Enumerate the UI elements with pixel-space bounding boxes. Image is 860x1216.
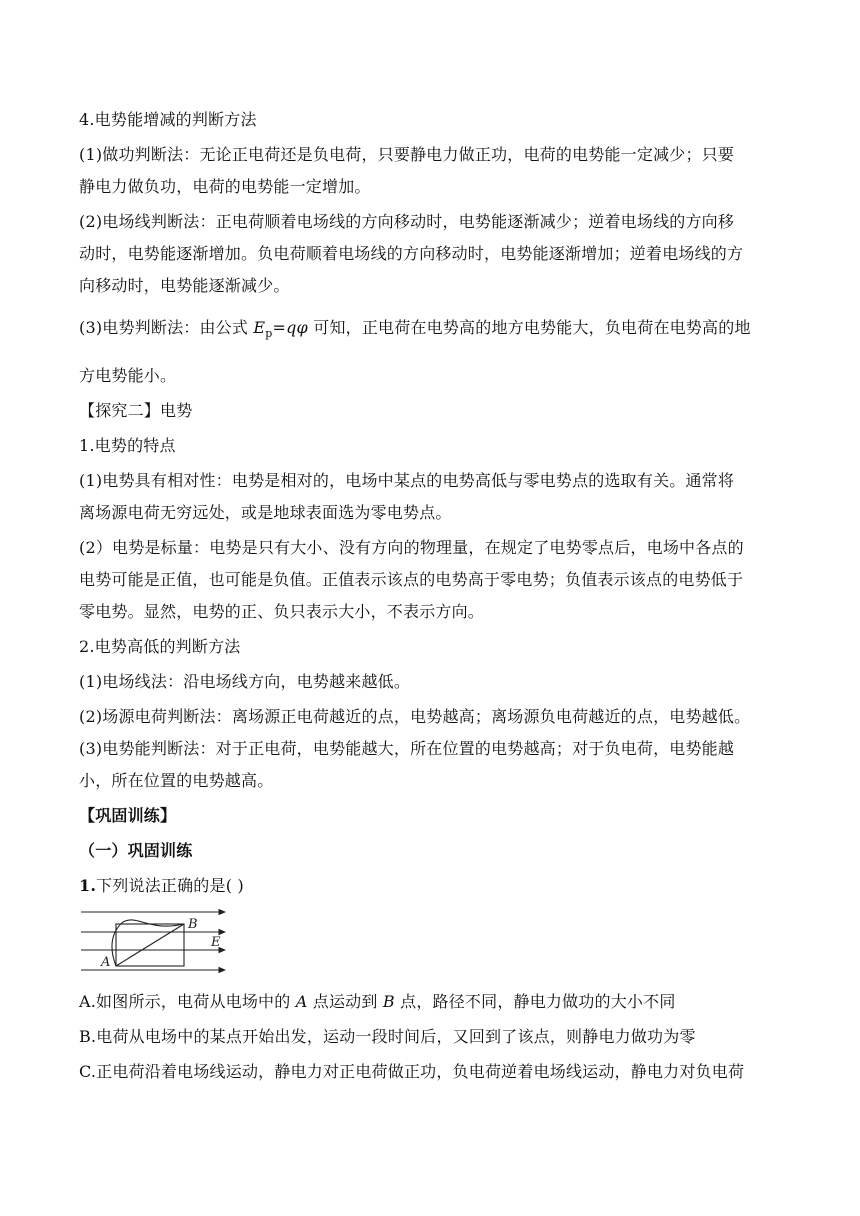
explore-2-subheading-2: 2.电势高低的判断方法 (79, 637, 241, 656)
formula-subscript: p (265, 327, 273, 340)
option-a[interactable] (79, 986, 784, 1018)
option-b[interactable]: B.电荷从电场中的某点开始出发，运动一段时间后，又回到了该点，则静电力做功为零 (79, 1027, 696, 1046)
electric-field-figure (79, 908, 229, 980)
method-source-charge: (2)场源电荷判断法：离场源正电荷越近的点，电势越高；离场源负电荷越近的点，电势越低。 (79, 707, 751, 726)
option-a-suffix: 点，路径不同，静电力做功的大小不同 (394, 992, 676, 1011)
formula-rest: =qφ (272, 318, 308, 337)
method-field-line: (1)电场线法：沿电场线方向，电势越来越低。 (79, 672, 411, 691)
section-4-item-2-line-3: 向移动时，电势能逐渐减少。 (79, 276, 290, 295)
option-a-point-b: B (382, 992, 395, 1011)
section-4-item-3-line-1 (79, 312, 784, 350)
label-b: B (188, 917, 198, 932)
question-number: 1. (79, 876, 97, 895)
item-3-suffix: 可知，正电荷在电势高的地方电势能大，负电荷在电势高的地 (307, 318, 751, 337)
option-c[interactable]: C.正电荷沿着电场线运动，静电力对正电荷做正功，负电荷逆着电场线运动，静电力对负电荷 (79, 1062, 745, 1081)
section-4-item-1-line-2: 静电力做负功，电荷的电势能一定增加。 (79, 177, 371, 196)
training-subtitle: （一）巩固训练 (79, 841, 193, 860)
potential-relativity-line-1: (1)电势具有相对性：电势是相对的，电场中某点的电势高低与零电势点的选取有关。通常将 (79, 471, 735, 490)
question-1 (79, 870, 784, 902)
explore-2-subheading-1: 1.电势的特点 (79, 436, 176, 455)
potential-relativity-line-2: 离场源电荷无穷远处，或是地球表面选为零电势点。 (79, 503, 452, 522)
label-a: A (101, 955, 111, 970)
formula-ep (253, 318, 308, 340)
potential-scalar-line-3: 零电势。显然，电势的正、负只表示大小，不表示方向。 (79, 602, 485, 621)
potential-scalar-line-1: (2）电势是标量：电势是只有大小、没有方向的物理量，在规定了电势零点后，电场中各点的 (79, 538, 744, 557)
section-4-title: 4.电势能增减的判断方法 (79, 110, 257, 129)
section-4-item-1-line-1: (1)做功判断法：无论正电荷还是负电荷，只要静电力做正功，电荷的电势能一定减少；只要 (79, 145, 735, 164)
section-4-item-2-line-1: (2)电场线判断法：正电荷顺着电场线的方向移动时，电势能逐渐减少；逆着电场线的方向移 (79, 212, 735, 231)
diagonal-path (116, 924, 184, 966)
explore-2-title: 【探究二】电势 (79, 401, 193, 420)
method-energy-line-2: 小，所在位置的电势越高。 (79, 771, 274, 790)
question-text: 下列说法正确的是( ) (96, 876, 244, 895)
curved-path (112, 920, 184, 966)
label-e: E (211, 935, 221, 950)
item-3-prefix: (3)电势判断法：由公式 (79, 318, 254, 337)
section-4-item-3-line-2: 方电势能小。 (79, 366, 177, 385)
method-energy-line-1: (3)电势能判断法：对于正电荷，电势能越大，所在位置的电势越高；对于负电荷，电势能越 (79, 739, 735, 758)
document-page (79, 104, 784, 1088)
formula-e: E (253, 318, 266, 337)
potential-scalar-line-2: 电势可能是正值，也可能是负值。正值表示该点的电势高于零电势；负值表示该点的电势低于 (79, 570, 744, 589)
section-4-item-2-line-2: 动时，电势能逐渐增加。负电荷顺着电场线的方向移动时，电势能逐渐增加；逆着电场线的方 (79, 244, 744, 263)
training-title: 【巩固训练】 (79, 806, 177, 825)
option-a-prefix: A.如图所示，电荷从电场中的 (79, 992, 296, 1011)
option-a-middle: 点运动到 (307, 992, 383, 1011)
field-diagram-svg (79, 908, 229, 980)
option-a-point-a: A (295, 992, 308, 1011)
